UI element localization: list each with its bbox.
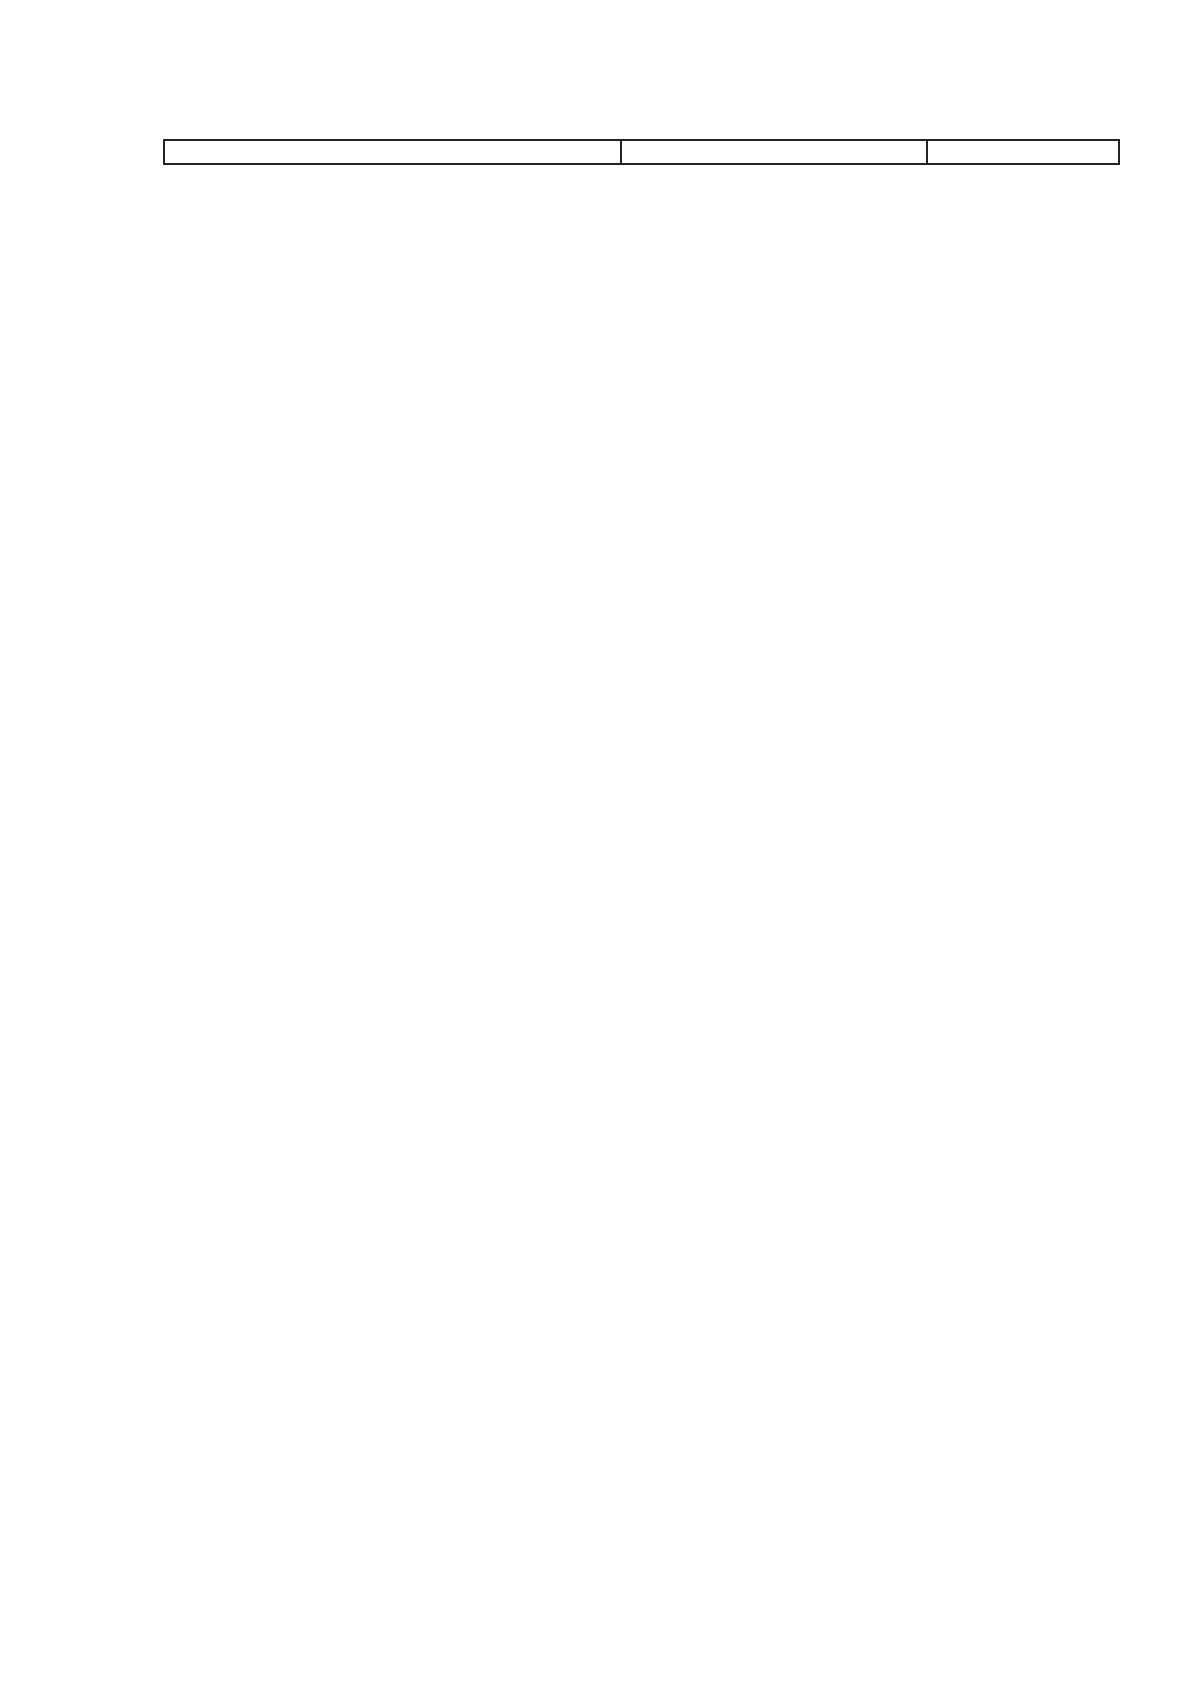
header-col-1 xyxy=(165,141,622,163)
header-col-2 xyxy=(622,141,928,163)
header-col-3 xyxy=(928,141,1118,163)
table-header xyxy=(163,139,1120,165)
